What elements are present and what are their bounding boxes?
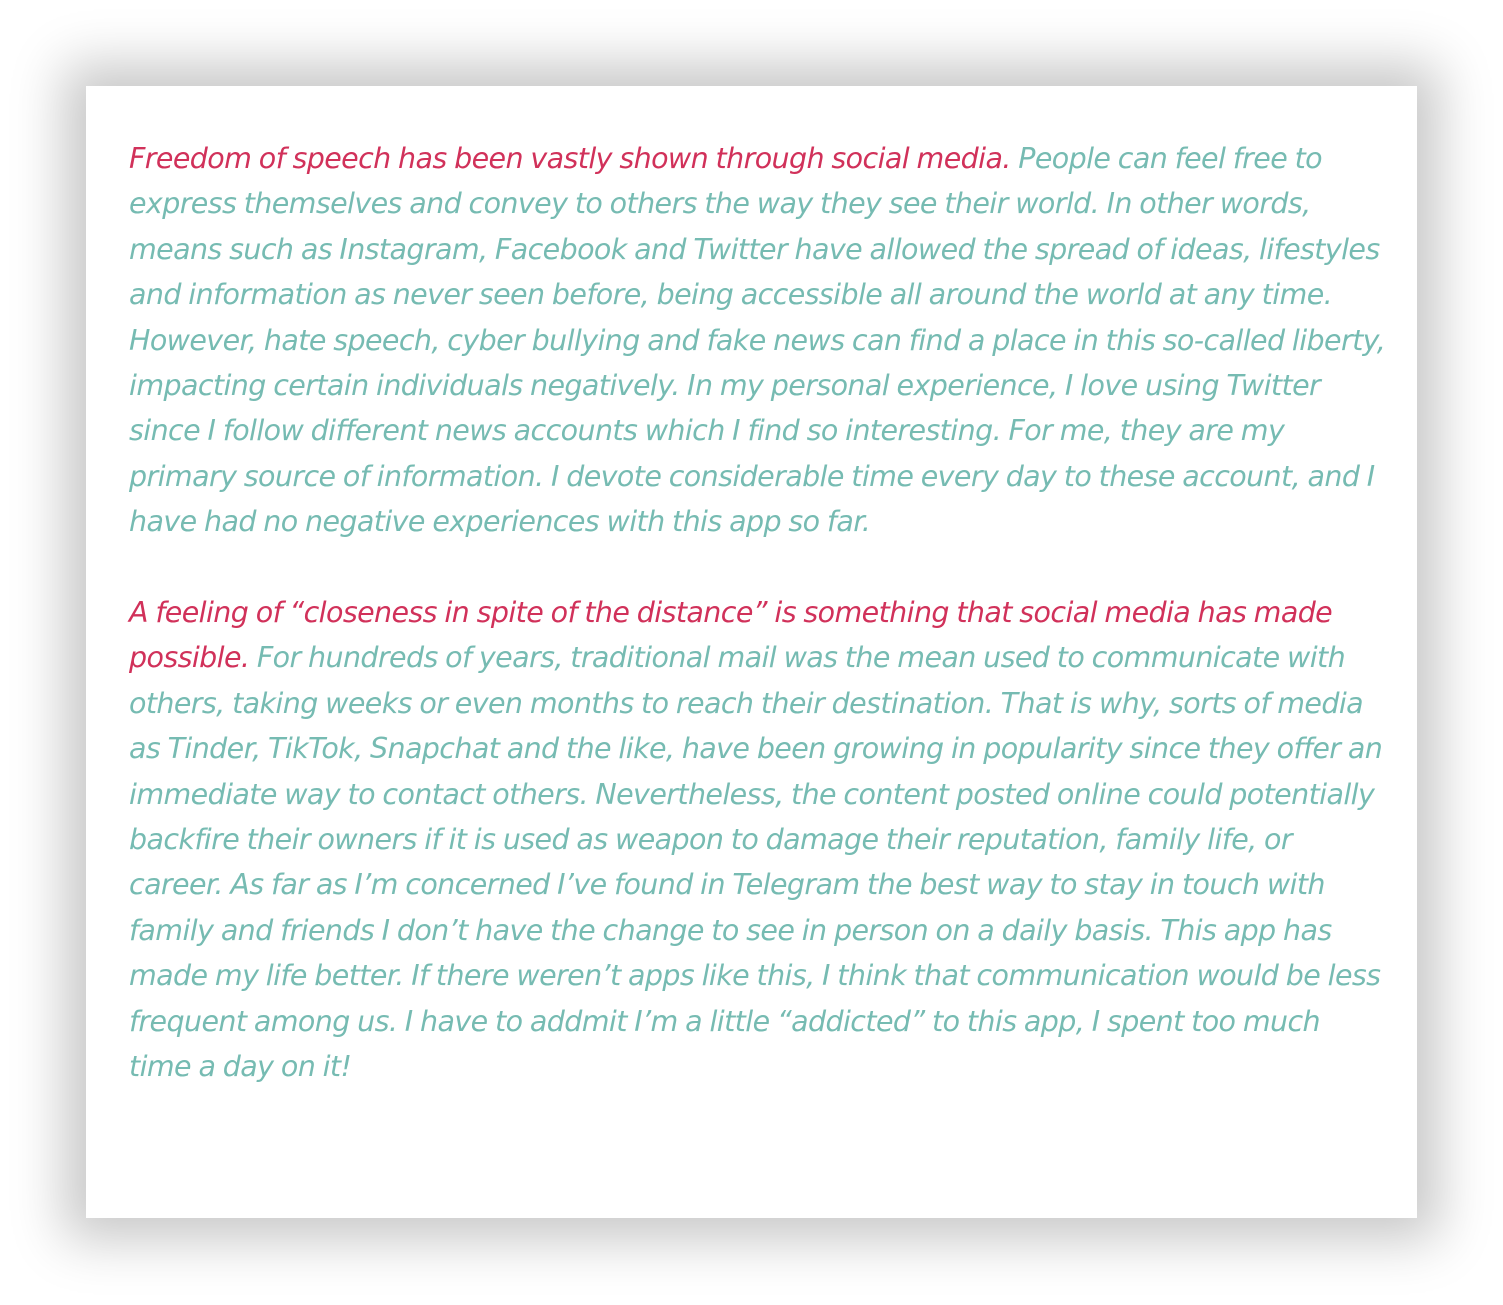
- paragraph-closeness: [129, 590, 1389, 1089]
- paragraph-body: For hundreds of years, traditional mail was the mean used to communicate with others, taking weeks or even months to reach their destination. That is why, sorts of media as Tinder, TikTok, Snapchat and the like, have been growing in popularity since they offer an immediate way to contact others. Nevertheless, the content posted online could potentially backfire their owners if it is used as weapon to damage their reputation, family life, or career. As far as I’m concerned I’ve found in Telegram the best way to stay in touch with family and friends I don’t have the change to see in person on a daily basis. This app has made my life better. If there weren’t apps like this, I think that communication would be less frequent among us. I have to addmit I’m a little “addicted” to this app, I spent too much time a day on it!: [129, 641, 1383, 1084]
- paragraph-freedom-of-speech: [129, 136, 1389, 545]
- paragraph-body: People can feel free to express themselves and convey to others the way they see their world. In other words, means such as Instagram, Facebook and Twitter have allowed the spread of ideas, lifestyles and information as never seen before, being accessible all around the world at any time. However, hate speech, cyber bullying and fake news can find a place in this so-called liberty, impacting certain individuals negatively. In my personal experience, I love using Twitter since I follow different news accounts which I find so interesting. For me, they are my primary source of information. I devote considerable time every day to these account, and I have had no negative experiences with this app so far.: [129, 142, 1386, 539]
- text-card: [86, 86, 1417, 1218]
- paragraph-lead: Freedom of speech has been vastly shown through social media.: [129, 142, 1011, 175]
- paragraph-lead: A feeling of “closeness in spite of the distance” is something that social media has made possible.: [129, 596, 1333, 675]
